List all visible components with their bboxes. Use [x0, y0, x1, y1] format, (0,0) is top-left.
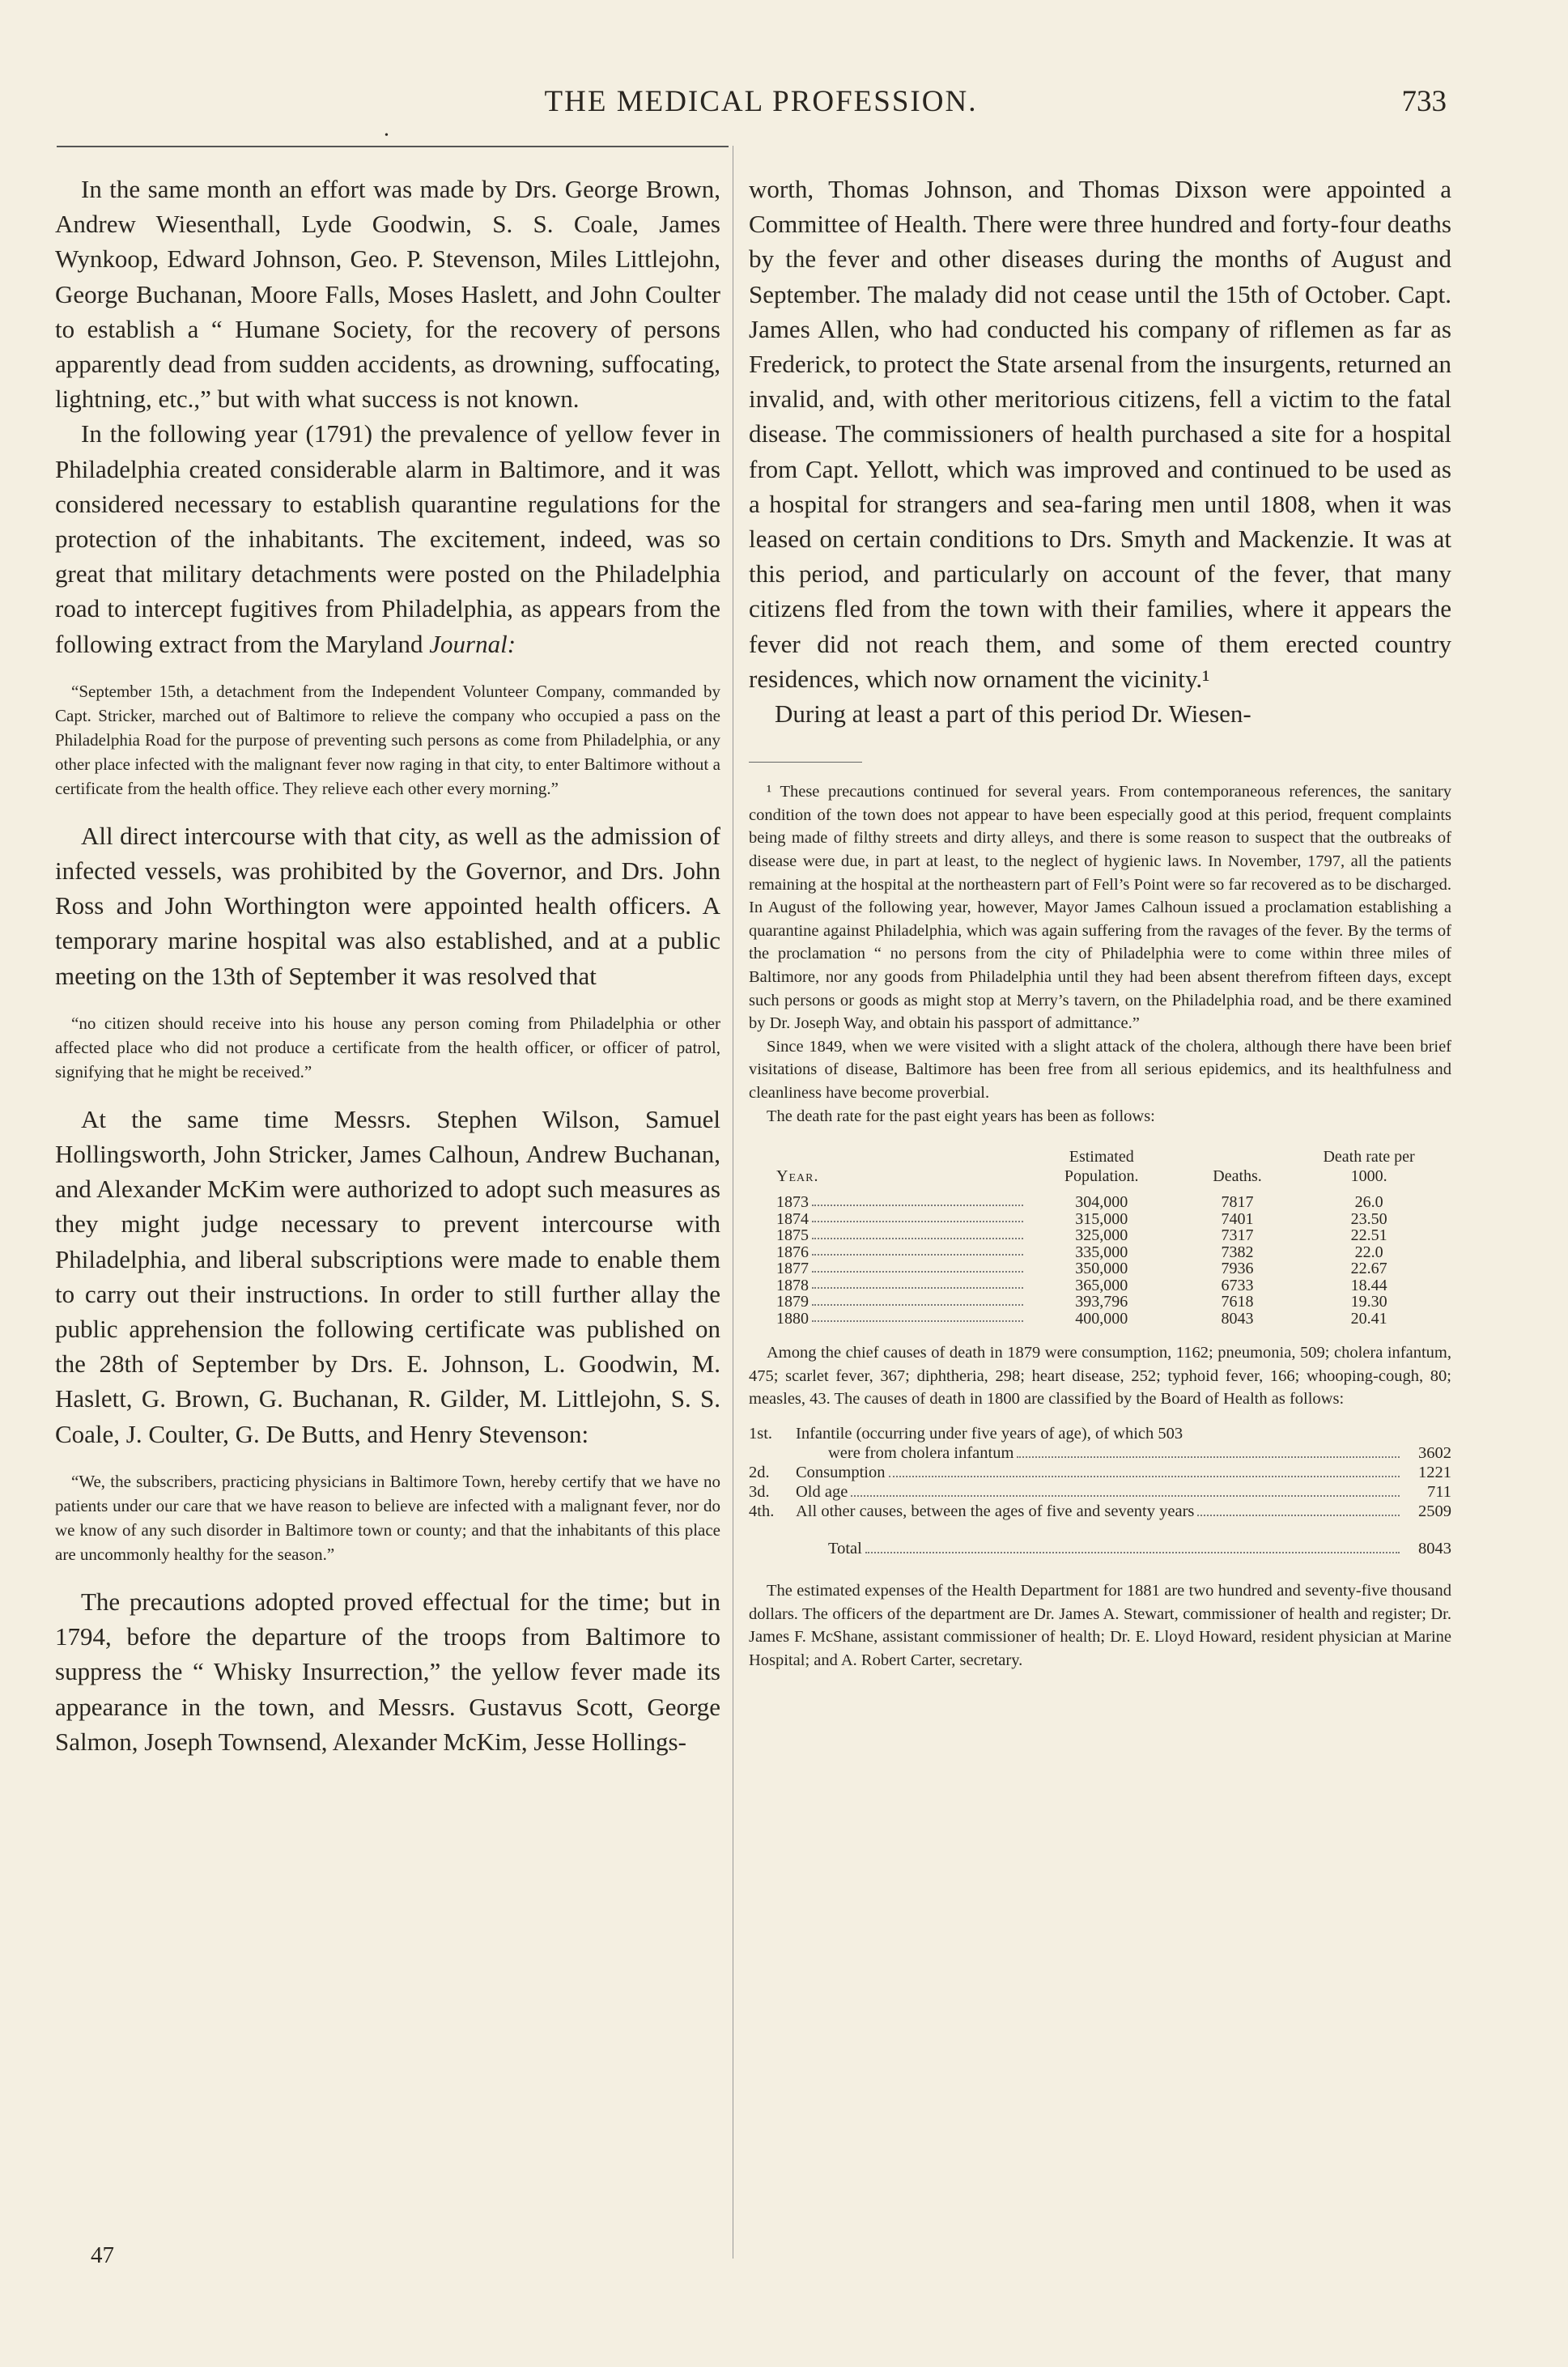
- cause-label: Old age: [796, 1482, 848, 1501]
- cause-number: 2d.: [749, 1463, 770, 1481]
- cause-label: Consumption: [796, 1463, 886, 1481]
- population-cell: 315,000: [1075, 1209, 1128, 1228]
- year-cell: 1878: [773, 1277, 1030, 1294]
- causes-list: [749, 1424, 1451, 1521]
- population-cell: 350,000: [1075, 1260, 1128, 1278]
- year-cell: 1879: [773, 1294, 1030, 1311]
- left-column: [55, 172, 720, 1759]
- population-cell: 325,000: [1075, 1226, 1128, 1245]
- cause-row: [749, 1443, 1451, 1463]
- page-number: 733: [1401, 85, 1447, 118]
- cause-label: Infantile (occurring under five years of age), of which 503: [796, 1424, 1183, 1443]
- paragraph-text: In the following year (1791) the prevalence of yellow fever in Philadelphia created considerable alarm in Baltimore, and it was considered necessary to establish quarantine regulations for the protection of the inhabitants. The excitement, indeed, was so great that military detachments were posted on the Philadelphia road to intercept fugitives from Philadelphia, as appears from the following extract from the Maryland: [55, 419, 720, 658]
- footnote: The estimated expenses of the Health Department for 1881 are two hundred and seventy-five thousand dollars. The officers of the department are Dr. James A. Stewart, commissioner of health and register; Dr. James F. McShane, assistant commissioner of health; Dr. E. Lloyd Howard, resident physician at Marine Hospital; and A. Robert Carter, secretary.: [749, 1581, 1451, 1669]
- column-header: Death rate per 1000.: [1323, 1148, 1415, 1186]
- population-cell: 400,000: [1075, 1309, 1128, 1328]
- year-cell: 1875: [773, 1227, 1030, 1244]
- footnote: Among the chief causes of death in 1879 were consumption, 1162; pneumonia, 509; cholera infantum, 475; scarlet fever, 367; diphtheria, 298; heart disease, 252; typhoid fever, 166; whooping-cough, 80; measles, 43. The causes of death in 1800 are classified by the Board of Health as follows:: [749, 1344, 1451, 1409]
- population-cell: 365,000: [1075, 1276, 1128, 1294]
- rate-cell: 22.51: [1350, 1226, 1387, 1245]
- ink-dot: •: [385, 130, 389, 142]
- column-header: Estimated Population.: [1064, 1148, 1139, 1186]
- rate-cell: 18.44: [1350, 1276, 1387, 1294]
- deaths-cell: 7817: [1221, 1193, 1254, 1212]
- table-row: [773, 1244, 1437, 1261]
- paragraph: worth, Thomas Johnson, and Thomas Dixson were appointed a Committee of Health. There were three hundred and forty-four deaths by the fever and other diseases during the months of August and September. The malady did not cease until the 15th of October. Capt. James Allen, who had conducted his company of riflemen as far as Frederick, to protect the State arsenal from the insurgents, returned an invalid, and, with other meritorious citizens, fell a victim to the fatal disease. The commissioners of health purchased a site for a hospital from Capt. Yellott, which was improved and continued to be used as a hospital for strangers and sea-faring men until 1808, when it was leased on certain conditions to Drs. Smyth and Mackenzie. It was at this period, and particularly on account of the fever, that many citizens fled from the town with their families, where it appears the fever did not reach them, and some of them erected country residences, which now ornament the vicinity.¹: [749, 175, 1451, 693]
- table-body: [773, 1194, 1437, 1327]
- cause-label: were from cholera infantum: [828, 1443, 1014, 1462]
- paragraph: At the same time Messrs. Stephen Wilson, Samuel Hollingsworth, John Stricker, James Calhoun, Andrew Buchanan, and Alexander McKim were authorized to adopt such measures as they might judge necessary to prevent intercourse with Philadelphia, and liberal subscriptions were made to enable them to carry out their instructions. In order to still further allay the public apprehension the following certificate was published on the 28th of September by Drs. E. Johnson, L. Goodwin, M. Haslett, G. Brown, G. Buchanan, R. Gilder, M. Littlejohn, S. S. Coale, J. Coulter, G. De Butts, and Henry Stevenson:: [55, 1104, 720, 1448]
- paragraph: During at least a part of this period Dr. Wiesen-: [775, 699, 1251, 729]
- population-cell: 335,000: [1075, 1243, 1128, 1261]
- cause-row: [749, 1424, 1451, 1443]
- death-rate-table: [773, 1147, 1437, 1327]
- cause-row: [749, 1463, 1451, 1482]
- rate-cell: 22.67: [1350, 1260, 1387, 1278]
- cause-label: All other causes, between the ages of five and seventy years: [796, 1502, 1195, 1520]
- paragraph: All direct intercourse with that city, as well as the admission of infected vessels, was prohibited by the Governor, and Drs. John Ross and John Worthington were appointed health officers. A temporary marine hospital was also established, and at a public meeting on the 13th of September it was resolved that: [55, 821, 720, 990]
- deaths-cell: 7618: [1221, 1293, 1254, 1311]
- total-row: [749, 1539, 1451, 1558]
- cause-number: 4th.: [749, 1502, 775, 1520]
- cause-number: [749, 1443, 796, 1463]
- cause-value: 711: [1427, 1482, 1451, 1501]
- header-rule: [57, 146, 729, 147]
- cause-value: [1403, 1424, 1451, 1443]
- cause-value: 3602: [1418, 1443, 1451, 1462]
- paragraph: The precautions adopted proved effectual for the time; but in 1794, before the departure of the troops from Baltimore to suppress the “ Whisky Insurrection,” the yellow fever made its appearance in the town, and Messrs. Gustavus Scott, George Salmon, Joseph Townsend, Alexander McKim, Jesse Hollings-: [55, 1587, 720, 1756]
- paragraph: [55, 416, 720, 661]
- italic-text: Journal:: [429, 629, 516, 658]
- table-row: [773, 1211, 1437, 1228]
- total-label: Total: [828, 1539, 862, 1557]
- table-row: [773, 1311, 1437, 1328]
- block-quote: “We, the subscribers, practicing physicians in Baltimore Town, hereby certify that we have no patients under our care that we have reason to believe are infected with a malignant fever, nor do we know of any such disorder in Baltimore town or county; and that the inhabitants of this place are uncommonly healthy for the season.”: [55, 1471, 720, 1564]
- year-cell: 1874: [773, 1211, 1030, 1228]
- running-header: [0, 84, 1568, 133]
- year-cell: 1877: [773, 1260, 1030, 1277]
- right-column: [749, 172, 1451, 1672]
- deaths-cell: 8043: [1221, 1309, 1254, 1328]
- deaths-cell: 7936: [1221, 1260, 1254, 1278]
- rate-cell: 20.41: [1350, 1309, 1387, 1328]
- cause-number: 3d.: [749, 1482, 770, 1501]
- total-value: 8043: [1418, 1539, 1451, 1557]
- population-cell: 393,796: [1075, 1293, 1128, 1311]
- signature-mark: 47: [91, 2242, 114, 2268]
- column-header: Deaths.: [1213, 1167, 1262, 1186]
- rate-cell: 22.0: [1354, 1243, 1383, 1261]
- year-cell: 1880: [773, 1311, 1030, 1328]
- table-row: [773, 1227, 1437, 1244]
- paragraph: In the same month an effort was made by Drs. George Brown, Andrew Wiesenthall, Lyde Goodwin, S. S. Coale, James Wynkoop, Edward Johnson, Geo. P. Stevenson, Miles Littlejohn, George Buchanan, Moore Falls, Moses Haslett, and John Coulter to establish a “ Humane Society, for the recovery of persons apparently dead from sudden accidents, as drowning, suffocating, lightning, etc.,” but with what success is not known.: [55, 175, 720, 414]
- rate-cell: 23.50: [1350, 1209, 1387, 1228]
- footnote-rule: [749, 762, 862, 763]
- table-header-row: [773, 1147, 1437, 1194]
- deaths-cell: 7401: [1221, 1209, 1254, 1228]
- block-quote: “no citizen should receive into his house any person coming from Philadelphia or other affected place who did not produce a certificate from the health officer, or officer of patrol, signifying that he might be received.”: [55, 1013, 720, 1082]
- cause-row: [749, 1482, 1451, 1502]
- table-row: [773, 1277, 1437, 1294]
- deaths-cell: 7382: [1221, 1243, 1254, 1261]
- table-row: [773, 1294, 1437, 1311]
- column-header: Year.: [776, 1167, 819, 1186]
- block-quote: “September 15th, a detachment from the Independent Volunteer Company, commanded by Capt. Stricker, marched out of Baltimore to relieve the company who occupied a pass on the Philadelphia Road for the purpose of preventing such persons as come from Philadelphia, or any other place infected with the malignant fever now raging in that city, to enter Baltimore without a certificate from the health office. They relieve each other every morning.”: [55, 681, 720, 798]
- running-title: THE MEDICAL PROFESSION.: [544, 85, 978, 118]
- rate-cell: 26.0: [1354, 1193, 1383, 1212]
- year-cell: 1873: [773, 1194, 1030, 1211]
- table-row: [773, 1194, 1437, 1211]
- cause-value: 1221: [1418, 1463, 1451, 1481]
- cause-row: [749, 1502, 1451, 1521]
- deaths-cell: 7317: [1221, 1226, 1254, 1245]
- footnote: The death rate for the past eight years has been as follows:: [767, 1107, 1155, 1125]
- footnote: Since 1849, when we were visited with a slight attack of the cholera, although there have been brief visitations of disease, Baltimore has been free from all serious epidemics, and its healthfulness and cleanliness have become proverbial.: [749, 1037, 1451, 1102]
- population-cell: 304,000: [1075, 1193, 1128, 1212]
- cause-value: 2509: [1418, 1502, 1451, 1520]
- deaths-cell: 6733: [1221, 1276, 1254, 1294]
- table-row: [773, 1260, 1437, 1277]
- rate-cell: 19.30: [1350, 1293, 1387, 1311]
- year-cell: 1876: [773, 1244, 1030, 1261]
- footnote: ¹ These precautions continued for several years. From contemporaneous references, the sanitary condition of the town does not appear to have been especially good at this period, frequent complaints being made of filthy streets and dirty alleys, and there is some reason to suspect that the outbreaks of disease were due, in part at least, to the neglect of hygienic laws. In November, 1797, all the patients remaining at the hospital at the northeastern part of Fell’s Point were so far recovered as to be discharged. In August of the following year, however, Mayor James Calhoun issued a proclamation establishing a quarantine against Philadelphia, which was again suffering from the ravages of the fever. By the terms of the proclamation “ no persons from the city of Philadelphia were to come within three miles of Baltimore, nor any goods from Philadelphia until they had been absent therefrom fifteen days, except such persons or goods as might stop at Merry’s tavern, on the Philadelphia road, and be there examined by Dr. Joseph Way, and obtain his passport of admittance.”: [749, 783, 1451, 1033]
- cause-number: 1st.: [749, 1424, 773, 1443]
